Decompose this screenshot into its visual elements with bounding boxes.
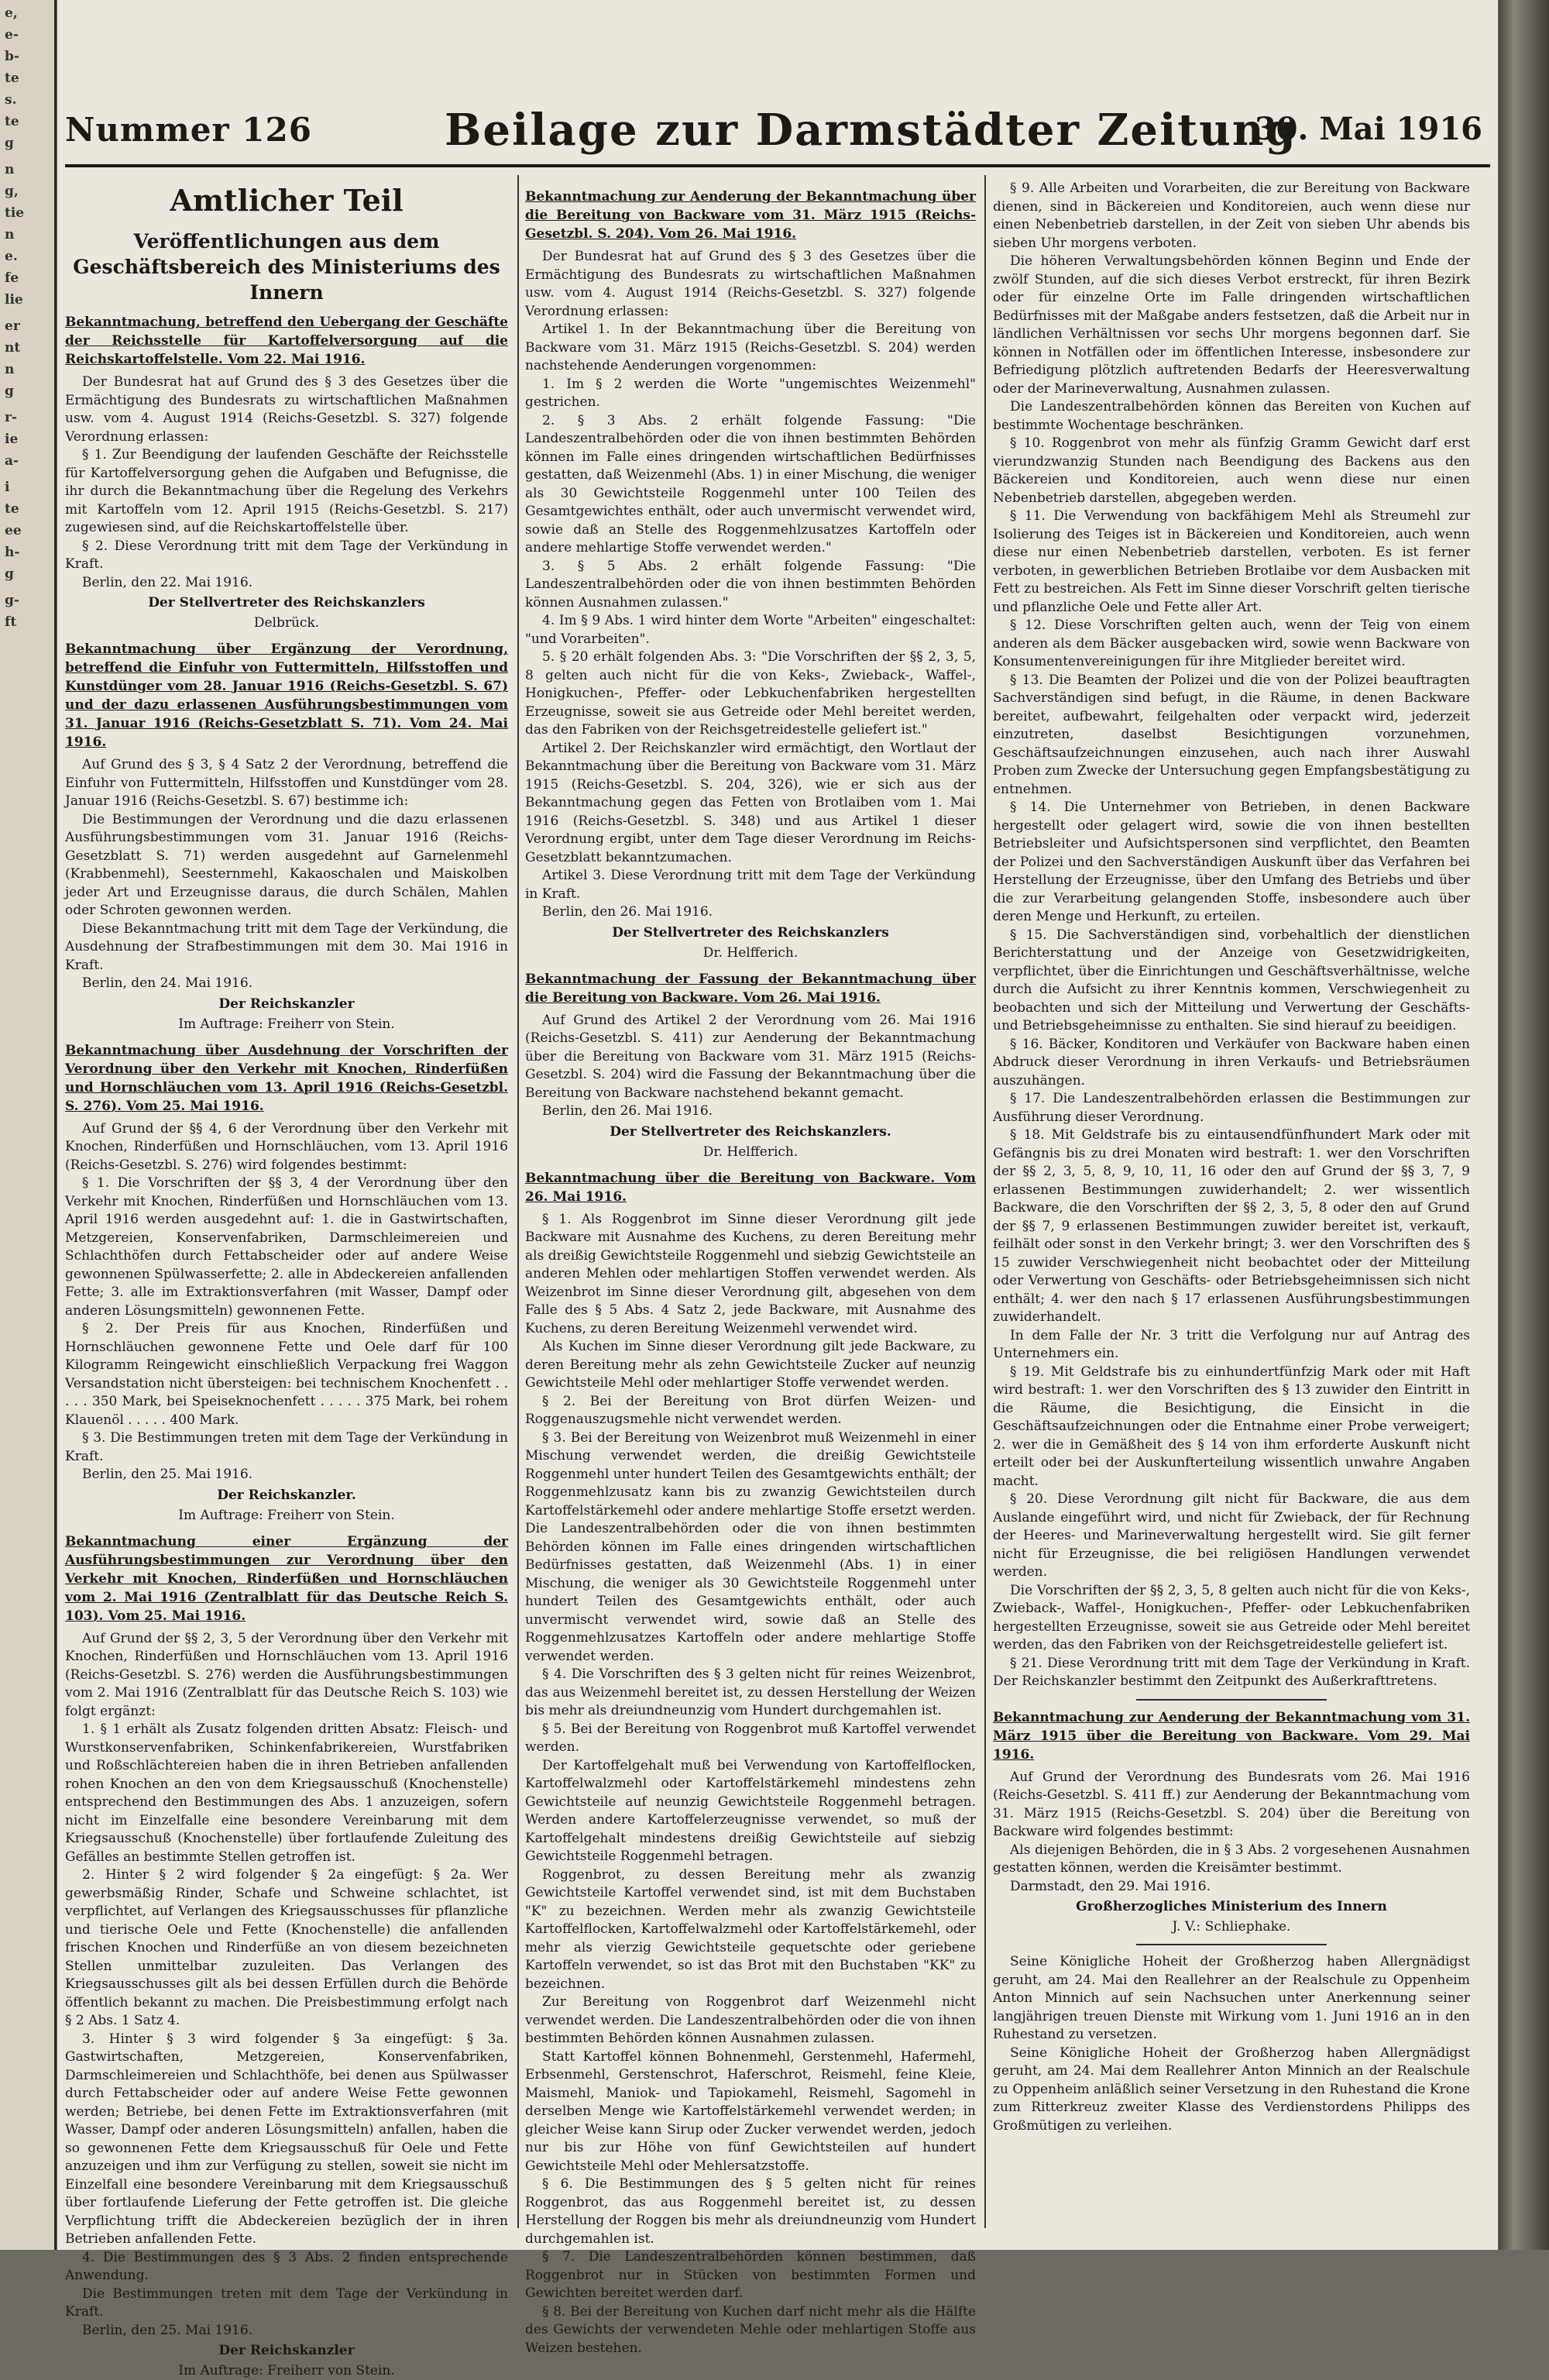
- edge-fragment: n: [5, 162, 15, 177]
- paragraph: Artikel 3. Diese Verordnung tritt mit dem Tage der Verkündung in Kraft.: [525, 868, 976, 902]
- paragraph: Die höheren Verwaltungsbehörden können Beginn und Ende der zwölf Stunden, auf die sich dieses Verbot erstreckt, für ihren Bezirk oder für einzelne Orte im Falle dringenden wirtschaftlichen Bedürfnisses mit der Maßgabe anders festsetzen, daß die Arbeit nur in ländlichen Verhältnissen vor sechs Uhr morgens begonnen darf. Sie können in Notfällen oder im öffentlichen Interesse, insbesondere zur Befriedigung plötzlich auftretenden Bedarfs der Heeresverwaltung oder der Marineverwaltung, Ausnahmen zulassen.: [993, 253, 1470, 397]
- column-2: [525, 180, 976, 2356]
- edge-fragment: a-: [5, 453, 19, 469]
- paragraph: § 10. Roggenbrot von mehr als fünfzig Gramm Gewicht darf erst vierundzwanzig Stunden nach Beendigung des Backens aus den Bäckereien und Konditoreien, auch wenn diese nur einen Nebenbetrieb darstellen, abgegeben werden.: [993, 435, 1470, 506]
- column-divider: [984, 175, 986, 2228]
- edge-fragment: te: [5, 501, 19, 517]
- edge-fragment: ie: [5, 432, 19, 447]
- paragraph: Berlin, den 26. Mai 1916.: [542, 904, 713, 920]
- paragraph: Die Bestimmungen der Verordnung und die dazu erlassenen Ausführungsbestimmungen vom 31. Januar 1916 (Reichs-Gesetzblatt S. 71) werden ausgedehnt auf Garnelenmehl (Krabbenmehl), Seesternmehl, Kakaoschalen und Maiskolben jeder Art und Erzeugnisse daraus, die durch Schälen, Mahlen oder Schroten gewonnen werden.: [65, 811, 508, 918]
- paragraph: Auf Grund des § 3, § 4 Satz 2 der Verordnung, betreffend die Einfuhr von Futtermitteln, Hilfsstoffen und Kunstdünger vom 28. Januar 1916 (Reichs-Gesetzbl. S. 67) bestimme ich:: [65, 757, 508, 809]
- adjacent-page-edge: [0, 0, 57, 2250]
- paragraph: § 5. Bei der Bereitung von Roggenbrot muß Kartoffel verwendet werden.: [525, 1721, 976, 1755]
- paragraph: Diese Bekanntmachung tritt mit dem Tage der Verkündung, die Ausdehnung der Strafbestimmungen mit dem 30. Mai 1916 in Kraft.: [65, 920, 508, 973]
- masthead-rule: [65, 164, 1490, 167]
- edge-fragment: r-: [5, 410, 18, 425]
- edge-fragment: te: [5, 114, 19, 129]
- paragraph: 5. § 20 erhält folgenden Abs. 3: "Die Vorschriften der §§ 2, 3, 5, 8 gelten auch nicht für die von Keks-, Zwieback-, Waffel-, Honigkuchen-, Pfeffer- oder Lebkuchenfabriken hergestellten Erzeugnisse, soweit sie aus Getreide oder Mehl bereitet werden, das den Fabriken von der Reichsgetreidestelle geliefert ist.": [525, 649, 976, 738]
- paragraph: § 17. Die Landeszentralbehörden erlassen die Bestimmungen zur Ausführung dieser Verordnung.: [993, 1091, 1470, 1125]
- edge-fragment: nt: [5, 340, 21, 356]
- notice-heading: Bekanntmachung über Ergänzung der Verordnung, betreffend die Einfuhr von Futtermitteln, Hilfsstoffen und Kunstdünger vom 28. Januar 1916 (Reichs-Gesetzbl. S. 67) und der dazu erlassenen Ausführungsbestimmungen vom 31. Januar 1916 (Reichs-Gesetzblatt S. 71). Vom 24. Mai 1916.: [65, 641, 508, 750]
- edge-fragment: i: [5, 480, 10, 495]
- paper-title: Beilage zur Darmstädter Zeitung: [445, 105, 1297, 156]
- paragraph: Zur Bereitung von Roggenbrot darf Weizenmehl nicht verwendet werden. Die Landeszentralbehörden oder die von ihnen bestimmten Behörden können Ausnahmen zulassen.: [525, 1994, 976, 2046]
- newspaper-page: [57, 0, 1498, 2378]
- edge-fragment: ee: [5, 523, 22, 538]
- notice-heading: Bekanntmachung, betreffend den Uebergang der Geschäfte der Reichsstelle für Kartoffelversorgung auf die Reichskartoffelstelle. Vom 22. Mai 1916.: [65, 315, 508, 367]
- paragraph: Artikel 1. In der Bekanntmachung über die Bereitung von Backware vom 31. März 1915 (Reichs-Gesetzbl. S. 204) werden nachstehende Aenderungen vorgenommen:: [525, 322, 976, 373]
- edge-fragment: tie: [5, 205, 25, 221]
- signature-name: Dr. Helfferich.: [702, 944, 799, 961]
- paragraph: § 11. Die Verwendung von backfähigem Mehl als Streumehl zur Isolierung des Teiges ist in Bäckereien und Konditoreien, auch wenn diese nur einen Nebenbetrieb darstellen, verboten. Es ist ferner verboten, in gewerblichen Betrieben Brotlaibe vor dem Ausbacken mit Fett zu bestreichen. Als Fett im Sinne dieser Vorschrift gelten tierische und pflanzliche Oele und Fette aller Art.: [993, 508, 1470, 615]
- paragraph: 2. § 3 Abs. 2 erhält folgende Fassung: "Die Landeszentralbehörden oder die von ihnen bestimmten Behörden können im Falle eines dringenden wirtschaftlichen Bedürfnisses gestatten, daß Weizenmehl (Abs. 1) in einer Mischung, die weniger als 30 Gewichtsteile Roggenmehl unter 100 Teilen des Gesamtgewichtes enthält, oder auch unvermischt verwendet wird, sowie daß an Stelle des Roggenmehlzusatzes Kartoffeln oder andere mehlartige Stoffe verwendet werden.": [525, 412, 976, 555]
- edge-fragment: s.: [5, 92, 17, 108]
- column-1: [65, 180, 508, 2378]
- issue-number: Nummer 126: [65, 111, 312, 149]
- edge-fragment: te: [5, 71, 19, 86]
- paragraph: Berlin, den 26. Mai 1916.: [542, 1103, 713, 1119]
- paragraph: § 19. Mit Geldstrafe bis zu einhundertfünfzig Mark oder mit Haft wird bestraft: 1. wer den Vorschriften des § 13 zuwider den Eintritt in die Räume, die Besichtigung, die Einsicht in die Geschäftsaufzeichnungen oder die Entnahme einer Probe verweigert; 2. wer die in Gemäßheit des § 14 von ihm erforderte Auskunft nicht erteilt oder bei der Auskunfterteilung wissentlich unwahre Angaben macht.: [993, 1364, 1470, 1489]
- signature-name: Im Auftrage: Freiherr von Stein.: [178, 1016, 395, 1032]
- notice-heading: Bekanntmachung einer Ergänzung der Ausführungsbestimmungen zur Verordnung über den Verkehr mit Knochen, Rinderfüßen und Hornschläuchen vom 2. Mai 1916 (Zentralblatt für das Deutsche Reich S. 103). Vom 25. Mai 1916.: [65, 1533, 508, 1624]
- column-divider: [517, 175, 519, 2228]
- paragraph: § 2. Diese Verordnung tritt mit dem Tage der Verkündung in Kraft.: [65, 538, 508, 572]
- edge-fragment: er: [5, 318, 20, 334]
- notice-heading: Bekanntmachung über die Bereitung von Backware. Vom 26. Mai 1916.: [525, 1170, 976, 1205]
- paragraph: 4. Die Bestimmungen des § 3 Abs. 2 finden entsprechende Anwendung.: [65, 2249, 508, 2283]
- signature-name: Dr. Helfferich.: [702, 1144, 799, 1160]
- issue-date: 30. Mai 1916: [1254, 111, 1482, 147]
- paragraph: § 2. Der Preis für aus Knochen, Rinderfüßen und Hornschläuchen gewonnene Fette und Oele darf für 100 Kilogramm Reingewicht einschließlich Verpackung frei Waggon Versandstation nicht übersteigen: bei technischem Knochenfett . . . . . 350 Mark, bei Speiseknochenfett . . . . . 375 Mark, bei rohem Klauenöl . . . . . 400 Mark.: [65, 1321, 508, 1428]
- paragraph: § 8. Bei der Bereitung von Kuchen darf nicht mehr als die Hälfte des Gewichts der verwendeten Mehle oder mehlartigen Stoffe aus Weizen bestehen.: [525, 2303, 976, 2356]
- signature-title: Der Reichskanzler: [218, 996, 355, 1012]
- paragraph: Roggenbrot, zu dessen Bereitung mehr als zwanzig Gewichtsteile Kartoffel verwendet sind, ist mit dem Buchstaben "K" zu bezeichnen. Werden mehr als zwanzig Gewichtsteile Kartoffelflocken, Kartoffelwalzmehl oder Kartoffelstärkemehl, oder mehr als vierzig Gewichtsteile gequetschte oder geriebene Kartoffeln verwendet, so ist das Brot mit den Buchstaben "KK" zu bezeichnen.: [525, 1866, 976, 1992]
- section-rule: [1136, 1944, 1327, 1945]
- paragraph: § 9. Alle Arbeiten und Vorarbeiten, die zur Bereitung von Backware dienen, sind in Bäckereien und Konditoreien, auch wenn diese nur einen Nebenbetrieb darstellen, in der Zeit von sieben Uhr abends bis sieben Uhr morgens verboten.: [993, 181, 1470, 251]
- paragraph: 3. § 5 Abs. 2 erhält folgende Fassung: "Die Landeszentralbehörden oder die von ihnen bestimmten Behörden können Ausnahmen zulassen.": [525, 558, 976, 610]
- paragraph: Die Landeszentralbehörden können das Bereiten von Kuchen auf bestimmte Wochentage beschränken.: [993, 399, 1470, 433]
- edge-fragment: g: [5, 566, 14, 582]
- paragraph: § 3. Die Bestimmungen treten mit dem Tage der Verkündung in Kraft.: [65, 1430, 508, 1464]
- paragraph: Seine Königliche Hoheit der Großherzog haben Allergnädigst geruht, am 24. Mai dem Reallehrer Anton Minnich an der Realschule zu Oppenheim anläßlich seiner Versetzung in den Ruhestand die Krone zum Ritterkreuz zweiter Klasse des Verdienstordens Philipps des Großmütigen zu verleihen.: [993, 2045, 1470, 2134]
- paragraph: 2. Hinter § 2 wird folgender § 2a eingefügt: § 2a. Wer gewerbsmäßig Rinder, Schafe und Schweine schlachtet, ist verpflichtet, auf Verlangen des Kriegsausschusses für pflanzliche und tierische Oele und Fette (Knochenstelle) die anfallenden frischen Knochen und Rinderfüße an von diesem bezeichneten Stellen unmittelbar zuzuleiten. Das Verlangen des Kriegsausschusses gilt als bei dessen Erfüllen durch die Behörde öffentlich bekannt zu machen. Die Preisbestimmung erfolgt nach § 2 Abs. 1 Satz 4.: [65, 1867, 508, 2028]
- paragraph: § 13. Die Beamten der Polizei und die von der Polizei beauftragten Sachverständigen sind befugt, in die Räume, in denen Backware bereitet, aufbewahrt, feilgehalten oder verpackt wird, jederzeit einzutreten, daselbst Besichtigungen vorzunehmen, Geschäftsaufzeichnungen einzusehen, auch nach ihrer Auswahl Proben zum Zwecke der Untersuchung gegen Empfangsbestätigung zu entnehmen.: [993, 672, 1470, 797]
- signature-title: Der Stellvertreter des Reichskanzlers: [612, 924, 889, 941]
- edge-fragment: g-: [5, 593, 19, 608]
- paragraph: Berlin, den 24. Mai 1916.: [82, 975, 253, 991]
- signature-title: Der Stellvertreter des Reichskanzlers: [148, 595, 425, 610]
- paragraph: Auf Grund der Verordnung des Bundesrats vom 26. Mai 1916 (Reichs-Gesetzbl. S. 411 ff.) zur Aenderung der Bekanntmachung vom 31. März 1915 (Reichs-Gesetzbl. S. 204) über die Bereitung von Backware wird folgendes bestimmt:: [993, 1769, 1470, 1839]
- paragraph: Die Bestimmungen treten mit dem Tage der Verkündung in Kraft.: [65, 2285, 508, 2320]
- edge-fragment: e.: [5, 249, 18, 264]
- paragraph: Der Bundesrat hat auf Grund des § 3 des Gesetzes über die Ermächtigung des Bundesrats zu wirtschaftlichen Maßnahmen usw. vom 4. August 1914 (Reichs-Gesetzbl. S. 327) folgende Verordnung erlassen:: [65, 374, 508, 445]
- paragraph: § 6. Die Bestimmungen des § 5 gelten nicht für reines Roggenbrot, das aus Roggenmehl bereitet ist, zu dessen Herstellung der Roggen bis mehr als dreiundneunzig vom Hundert durchgemahlen ist.: [525, 2176, 976, 2247]
- paragraph: Als Kuchen im Sinne dieser Verordnung gilt jede Backware, zu deren Bereitung mehr als zehn Gewichtsteile Zucker auf neunzig Gewichtsteile Mehl oder mehlartiger Stoffe verwendet werden.: [525, 1339, 976, 1391]
- paragraph: § 3. Bei der Bereitung von Weizenbrot muß Weizenmehl in einer Mischung verwendet werden, die dreißig Gewichtsteile Roggenmehl unter hundert Teilen des Gesamtgewichts enthält; der Roggenmehlzusatz kann bis zu zwanzig Gewichtsteilen durch Kartoffelstärkemehl oder andere mehlartige Stoffe ersetzt werden. Die Landeszentralbehörden oder die von ihnen bestimmten Behörden können im Falle eines dringenden wirtschaftlichen Bedürfnisses gestatten, daß Weizenmehl (Abs. 1) in einer Mischung, die weniger als 30 Gewichtsteile Roggenmehl unter hundert Teilen des Gesamtgewichts enthält, oder auch unvermischt verwendet wird, sowie daß an Stelle des Roggenmehlzusatzes Kartoffeln oder andere mehlartige Stoffe verwendet werden.: [525, 1429, 976, 1664]
- edge-fragment: lie: [5, 292, 23, 308]
- signature-title: Der Reichskanzler.: [217, 1487, 356, 1503]
- paragraph: In dem Falle der Nr. 3 tritt die Verfolgung nur auf Antrag des Unternehmers ein.: [993, 1327, 1470, 1361]
- paragraph: Der Bundesrat hat auf Grund des § 3 des Gesetzes über die Ermächtigung des Bundesrats zu wirtschaftlichen Maßnahmen usw. vom 4. August 1914 (Reichs-Gesetzbl. S. 327) folgende Verordnung erlassen:: [525, 249, 976, 319]
- paragraph: § 1. Die Vorschriften der §§ 3, 4 der Verordnung über den Verkehr mit Knochen, Rinderfüßen und Hornschläuchen vom 13. April 1916 werden ausgedehnt auf: 1. die in Gastwirtschaften, Metzgereien, Konservenfabriken, Darmschleimereien und Schlachthöfen durch Fettabscheider oder auf andere Weise gewonnenen Spülwasserfette; 2. alle in Abdeckereien anfallenden Fette; 3. alle im Extraktionsverfahren (mit Wasser, Dampf oder anderen Lösungsmitteln) gewonnenen Fette.: [65, 1175, 508, 1319]
- paragraph: 4. Im § 9 Abs. 1 wird hinter dem Worte "Arbeiten" eingeschaltet: "und Vorarbeiten".: [525, 613, 976, 647]
- signature-name: Delbrück.: [253, 615, 320, 631]
- paragraph: § 7. Die Landeszentralbehörden können bestimmen, daß Roggenbrot nur in Stücken von bestimmten Formen und Gewichten bereitet werden darf.: [525, 2249, 976, 2301]
- edge-fragment: n: [5, 362, 15, 377]
- paragraph: Die Vorschriften der §§ 2, 3, 5, 8 gelten auch nicht für die von Keks-, Zwieback-, Waffel-, Honigkuchen-, Pfeffer- oder Lebkuchenfabriken hergestellten Erzeugnisse, soweit sie aus Getreide oder Mehl bereitet werden, das den Fabriken von der Reichsgetreidestelle geliefert ist.: [993, 1582, 1470, 1653]
- notice-heading: Bekanntmachung über Ausdehnung der Vorschriften der Verordnung über den Verkehr mit Knochen, Rinderfüßen und Hornschläuchen vom 13. April 1916 (Reichs-Gesetzbl. S. 276). Vom 25. Mai 1916.: [65, 1042, 508, 1114]
- paragraph: § 14. Die Unternehmer von Betrieben, in denen Backware hergestellt oder gelagert wird, sowie die von ihnen bestellten Betriebsleiter und Aufsichtspersonen sind verpflichtet, den Beamten der Polizei und den Sachverständigen Auskunft über das Verfahren bei Herstellung der Erzeugnisse, über den Umfang des Betriebs und über die zur Verarbeitung gelangenden Stoffe, insbesondere auch über deren Menge und Herkunft, zu erteilen.: [993, 800, 1470, 924]
- paragraph: Als diejenigen Behörden, die in § 3 Abs. 2 vorgesehenen Ausnahmen gestatten können, werden die Kreisämter bestimmt.: [993, 1842, 1470, 1876]
- paragraph: Der Kartoffelgehalt muß bei Verwendung von Kartoffelflocken, Kartoffelwalzmehl oder Kartoffelstärkemehl mindestens zehn Gewichtsteile auf neunzig Gewichtsteile Roggenmehl betragen. Werden andere Kartoffelerzeugnisse verwendet, so muß der Kartoffelgehalt mindestens dreißig Gewichtsteile auf siebzig Gewichtsteile Roggenmehl betragen.: [525, 1757, 976, 1864]
- paragraph: Artikel 2. Der Reichskanzler wird ermächtigt, den Wortlaut der Bekanntmachung über die Bereitung von Backware vom 31. März 1915 (Reichs-Gesetzbl. S. 204, 326), wie er sich aus der Bekanntmachung gegen das Fetten von Brotlaiben vom 1. Mai 1916 (Reichs-Gesetzbl. S. 348) und aus Artikel 1 dieser Verordnung ergibt, unter dem Tage dieser Verordnung im Reichs-Gesetzblatt bekanntzumachen.: [525, 740, 976, 865]
- paragraph: Seine Königliche Hoheit der Großherzog haben Allergnädigst geruht, am 24. Mai den Reallehrer an der Realschule zu Oppenheim Anton Minnich auf sein Nachsuchen unter Anerkennung seiner langjährigen treuen Dienste mit Wirkung vom 1. Juni 1916 an in den Ruhestand zu versetzen.: [993, 1954, 1470, 2042]
- section-title: Amtlicher Teil: [170, 183, 404, 218]
- paragraph: 1. § 1 erhält als Zusatz folgenden dritten Absatz: Fleisch- und Wurstkonservenfabriken, Schinkenfabrikereien, Wurstfabriken und Roßschlächtereien haben die in ihren Betrieben anfallenden rohen Knochen an den von dem Kriegsausschuß (Knochenstelle) entsprechend den Bestimmungen des Abs. 1 anzuzeigen, sofern nicht im Einzelfalle eine besondere Vereinbarung mit dem Kriegsausschuß (Knochenstelle) über fortlaufende Zuleitung des Gefälles an bestimmte Stellen getroffen ist.: [65, 1721, 508, 1865]
- paragraph: Berlin, den 22. Mai 1916.: [82, 574, 253, 590]
- edge-fragment: n: [5, 227, 15, 242]
- paragraph: § 15. Die Sachverständigen sind, vorbehaltlich der dienstlichen Berichterstattung und der Anzeige von Gesetzwidrigkeiten, verpflichtet, über die Einrichtungen und Geschäftsverhältnisse, welche durch die Aufsicht zu ihrer Kenntnis kommen, Verschwiegenheit zu beobachten und sich der Mitteilung und Verwertung der Geschäfts- und Betriebsgeheimnisse zu enthalten. Sie sind hierauf zu beeidigen.: [993, 927, 1470, 1034]
- paragraph: § 12. Diese Vorschriften gelten auch, wenn der Teig von einem anderen als dem Bäcker ausgebacken wird, sowie wenn Backware von Konsumentenvereinigungen für ihre Mitglieder bereitet wird.: [993, 617, 1470, 669]
- notice-heading: Bekanntmachung zur Aenderung der Bekanntmachung über die Bereitung von Backware vom 31. März 1915 (Reichs-Gesetzbl. S. 204). Vom 26. Mai 1916.: [525, 189, 976, 242]
- paragraph: Auf Grund der §§ 4, 6 der Verordnung über den Verkehr mit Knochen, Rinderfüßen und Hornschläuchen, vom 13. April 1916 (Reichs-Gesetzbl. S. 276) wird folgendes bestimmt:: [65, 1120, 508, 1173]
- edge-fragment: e,: [5, 5, 18, 21]
- paragraph: Auf Grund der §§ 2, 3, 5 der Verordnung über den Verkehr mit Knochen, Rinderfüßen und Hornschläuchen vom 13. April 1916 (Reichs-Gesetzbl. S. 276) werden die Ausführungsbestimmungen vom 2. Mai 1916 (Zentralblatt für das Deutsche Reich S. 103) wie folgt ergänzt:: [65, 1630, 508, 1719]
- paragraph: Auf Grund des Artikel 2 der Verordnung vom 26. Mai 1916 (Reichs-Gesetzbl. S. 411) zur Aenderung der Bekanntmachung über die Bereitung von Backware vom 31. März 1915 (Reichs-Gesetzbl. S. 204) wird die Fassung der Bekanntmachung über die Bereitung von Backware nachstehend bekannt gemacht.: [525, 1012, 976, 1101]
- edge-fragment: fe: [5, 270, 19, 286]
- notice-heading: Bekanntmachung der Fassung der Bekanntmachung über die Bereitung von Backware. Vom 26. Mai 1916.: [525, 971, 976, 1006]
- signature-name: J. V.: Schliephake.: [1172, 1919, 1291, 1935]
- paragraph: Darmstadt, den 29. Mai 1916.: [1010, 1878, 1211, 1894]
- paragraph: § 4. Die Vorschriften des § 3 gelten nicht für reines Weizenbrot, das aus Weizenmehl bereitet ist, zu dessen Herstellung der Weizen bis mehr als dreiundneunzig vom Hundert durchgemahlen ist.: [525, 1666, 976, 1718]
- paragraph: Berlin, den 25. Mai 1916.: [82, 1467, 253, 1482]
- edge-fragment: e-: [5, 27, 19, 43]
- book-binding-edge: [1499, 0, 1549, 2250]
- signature-title: Der Stellvertreter des Reichskanzlers.: [610, 1123, 891, 1140]
- edge-fragment: g: [5, 383, 14, 399]
- paragraph: § 18. Mit Geldstrafe bis zu eintausendfünfhundert Mark oder mit Gefängnis bis zu drei Monaten wird bestraft: 1. wer den Vorschriften der §§ 2, 3, 5, 8, 9, 10, 11, 16 oder den auf Grund der §§ 3, 7, 9 erlassenen Bestimmungen zuwiderhandelt; 2. wer wissentlich Backware, die den Vorschriften der §§ 2, 3, 5, 8 oder den auf Grund der §§ 7, 9 erlassenen Bestimmungen zuwider bereitet ist, verkauft, feilhält oder sonst in den Verkehr bringt; 3. wer den Vorschriften des § 15 zuwider Verschwiegenheit nicht beobachtet oder der Mitteilung oder Verwertung von Geschäfts- oder Betriebsgeheimnissen sich nicht enthält; 4. wer den nach § 17 erlassenen Ausführungsbestimmungen zuwiderhandelt.: [993, 1127, 1470, 1325]
- notice-heading: Bekanntmachung zur Aenderung der Bekanntmachung vom 31. März 1915 über die Bereitung von Backware. Vom 29. Mai 1916.: [993, 1709, 1470, 1763]
- signature-name: Im Auftrage: Freiherr von Stein.: [178, 2363, 395, 2378]
- masthead: [57, 105, 1498, 159]
- edge-fragment: g,: [5, 184, 19, 199]
- paragraph: § 16. Bäcker, Konditoren und Verkäufer von Backware haben einen Abdruck dieser Verordnung in ihren Verkaufs- und Betriebsräumen auszuhängen.: [993, 1036, 1470, 1089]
- edge-fragment: b-: [5, 49, 19, 64]
- paragraph: § 1. Als Roggenbrot im Sinne dieser Verordnung gilt jede Backware mit Ausnahme des Kuchens, zu deren Bereitung mehr als dreißig Gewichtsteile Roggenmehl und siebzig Gewichtsteile an anderen Mehlen oder mehlartigen Stoffen verwendet werden. Als Weizenbrot im Sinne dieser Verordnung gilt, abgesehen von dem Falle des § 5 Abs. 4 Satz 2, jede Backware, mit Ausnahme des Kuchens, zu deren Bereitung Weizenmehl verwendet wird.: [525, 1211, 976, 1336]
- paragraph: Berlin, den 25. Mai 1916.: [82, 2322, 253, 2338]
- section-rule: [1136, 1699, 1327, 1701]
- paragraph: § 20. Diese Verordnung gilt nicht für Backware, die aus dem Auslande eingeführt wird, und nicht für Zwieback, der für Rechnung der Heeres- und Marineverwaltung hergestellt wird. Sie gilt ferner nicht für Erzeugnisse, die bei religiösen Handlungen verwendet werden.: [993, 1491, 1470, 1580]
- paragraph: Statt Kartoffel können Bohnenmehl, Gerstenmehl, Hafermehl, Erbsenmehl, Gerstenschrot, Haferschrot, Reismehl, feine Kleie, Maismehl, Maniok- und Tapiokamehl, Reismehl, Sagomehl in derselben Menge wie Kartoffelstärkemehl verwendet werden; in gleicher Weise kann Sirup oder Zucker verwendet werden, jedoch nur bis zur Höhe von fünf Gewichtsteilen auf hundert Gewichtsteile Mehl oder Mehlersatzstoffe.: [525, 2048, 976, 2174]
- paragraph: § 2. Bei der Bereitung von Brot dürfen Weizen- und Roggenauszugsmehle nicht verwendet werden.: [525, 1393, 976, 1427]
- edge-fragment: g: [5, 136, 14, 151]
- signature-title: Großherzogliches Ministerium des Innern: [1076, 1899, 1387, 1914]
- signature-title: Der Reichskanzler: [218, 2343, 355, 2358]
- section-subtitle: Veröffentlichungen aus dem Geschäftsbereich des Ministeriums des Innern: [73, 230, 500, 304]
- signature-name: Im Auftrage: Freiherr von Stein.: [178, 1507, 395, 1523]
- paragraph: 3. Hinter § 3 wird folgender § 3a eingefügt: § 3a. Gastwirtschaften, Metzgereien, Konservenfabriken, Darmschleimereien und Schlachthöfe, bei denen aus Spülwasser durch Fettabscheider oder auf andere Weise Fette gewonnen werden; Betriebe, bei denen Fette im Extraktionsverfahren (mit Wasser, Dampf oder anderen Lösungsmitteln) anfallen, haben die so gewonnenen Fette dem Kriegsausschuß für Oele und Fette anzuzeigen und ihm zur Verfügung zu stellen, soweit sie nicht im Einzelfall eine besondere Vereinbarung mit dem Kriegsausschuß über fortlaufende Lieferung der Fette getroffen ist. Die gleiche Verpflichtung trifft die Abdeckereien bezüglich der in ihren Betrieben anfallenden Fette.: [65, 2031, 508, 2247]
- edge-fragment: h-: [5, 545, 20, 560]
- edge-fragment: ft: [5, 614, 17, 630]
- column-3: [993, 180, 1470, 2225]
- paragraph: § 21. Diese Verordnung tritt mit dem Tage der Verkündung in Kraft. Der Reichskanzler bestimmt den Zeitpunkt des Außerkrafttretens.: [993, 1655, 1470, 1689]
- paragraph: § 1. Zur Beendigung der laufenden Geschäfte der Reichsstelle für Kartoffelversorgung gehen die Aufgaben und Befugnisse, die ihr durch die Bekanntmachung über die Regelung des Verkehrs mit Kartoffeln vom 12. April 1915 (Reichs-Gesetzbl. S. 217) zugewiesen sind, auf die Reichskartoffelstelle über.: [65, 447, 508, 535]
- paragraph: 1. Im § 2 werden die Worte "ungemischtes Weizenmehl" gestrichen.: [525, 376, 976, 410]
